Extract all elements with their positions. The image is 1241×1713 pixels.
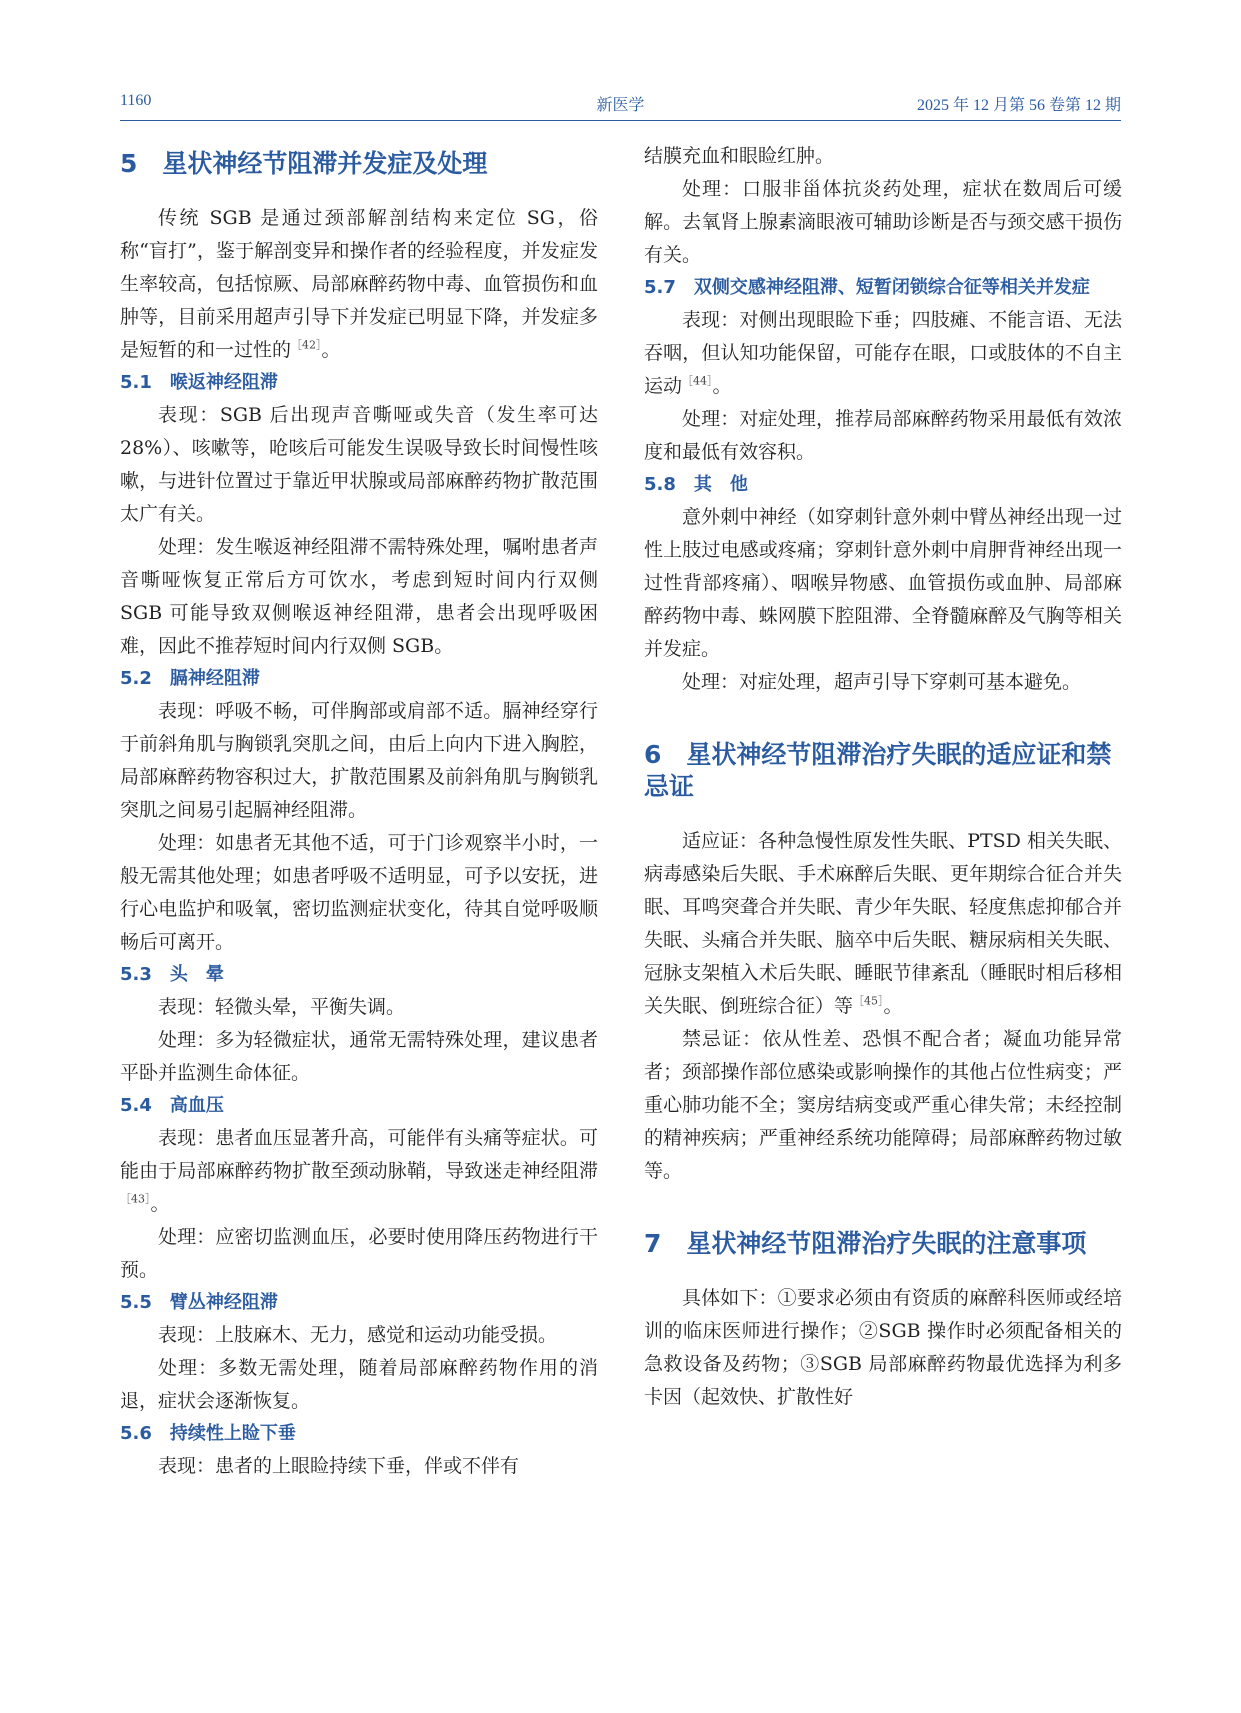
section-6-heading: 6 星状神经节阻滞治疗失眠的适应证和禁忌证	[644, 740, 1112, 801]
section-5-1-treatment: 处理：发生喉返神经阻滞不需特殊处理，嘱咐患者声音嘶哑恢复正常后方可饮水，考虑到短时间内行双侧 SGB 可能导致双侧喉返神经阻滞，患者会出现呼吸困难，因此不推荐短时间内行双侧 SGB。	[120, 536, 598, 657]
section-5-6-heading: 5.6 持续性上睑下垂	[120, 1423, 296, 1444]
left-column	[120, 140, 598, 1483]
section-6-indications: 适应证：各种急慢性原发性失眠、PTSD 相关失眠、病毒感染后失眠、手术麻醉后失眠、更年期综合征合并失眠、耳鸣突聋合并失眠、青少年失眠、轻度焦虑抑郁合并失眠、头痛合并失眠、脑卒中后失眠、糖尿病相关失眠、冠脉支架植入术后失眠、睡眠节律紊乱（睡眠时相后移相关失眠、倒班综合征）等$^{[45]}$。	[644, 830, 1122, 1017]
issue-info: 2025 年 12 月第 56 卷第 12 期	[916, 97, 1121, 114]
citation-43[interactable]: ［43］	[120, 1192, 151, 1206]
section-5-2-treatment: 处理：如患者无其他不适，可于门诊观察半小时，一般无需其他处理；如患者呼吸不适明显，可予以安抚，进行心电监护和吸氧，密切监测症状变化，待其自觉呼吸顺畅后可离开。	[120, 832, 598, 953]
citation-42[interactable]: ［42］	[291, 338, 322, 352]
section-5-5-symptom: 表现：上肢麻木、无力，感觉和运动功能受损。	[158, 1324, 558, 1346]
section-5-2-symptom: 表现：呼吸不畅，可伴胸部或肩部不适。膈神经穿行于前斜角肌与胸锁乳突肌之间，由后上向内下进入胸腔，局部麻醉药物容积过大，扩散范围累及前斜角肌与胸锁乳突肌之间易引起膈神经阻滞。	[120, 700, 598, 821]
citation-45[interactable]: ［45］	[853, 994, 884, 1008]
section-7-body: 具体如下：①要求必须由有资质的麻醉科医师或经培训的临床医师进行操作；②SGB 操作时必须配备相关的急救设备及药物；③SGB 局部麻醉药物最优选择为利多卡因（起效快、扩散性好	[644, 1287, 1122, 1408]
section-5-7-treatment: 处理：对症处理，推荐局部麻醉药物采用最低有效浓度和最低有效容积。	[644, 408, 1122, 463]
section-5-7-heading: 5.7 双侧交感神经阻滞、短暂闭锁综合征等相关并发症	[644, 277, 1090, 298]
section-6-contraindications: 禁忌证：依从性差、恐惧不配合者；凝血功能异常者；颈部操作部位感染或影响操作的其他占位性病变；严重心肺功能不全；窦房结病变或严重心律失常；未经控制的精神疾病；严重神经系统功能障碍；局部麻醉药物过敏等。	[644, 1028, 1122, 1182]
section-5-6-treatment: 处理：口服非甾体抗炎药处理，症状在数周后可缓解。去氧肾上腺素滴眼液可辅助诊断是否与颈交感干损伤有关。	[644, 178, 1122, 266]
page-number: 1160	[120, 92, 152, 109]
section-5-4-heading: 5.4 高血压	[120, 1095, 224, 1116]
section-5-heading: 5 星状神经节阻滞并发症及处理	[120, 149, 488, 178]
section-5-5-treatment: 处理：多数无需处理，随着局部麻醉药物作用的消退，症状会逐渐恢复。	[120, 1357, 598, 1412]
section-5-1-heading: 5.1 喉返神经阻滞	[120, 372, 278, 393]
section-5-5-heading: 5.5 臂丛神经阻滞	[120, 1292, 278, 1313]
section-5-6-symptom: 表现：患者的上眼睑持续下垂，伴或不伴有	[158, 1455, 520, 1477]
citation-44[interactable]: ［44］	[682, 374, 713, 388]
section-5-3-heading: 5.3 头 晕	[120, 964, 224, 985]
section-5-8-body: 意外刺中神经（如穿刺针意外刺中臂丛神经出现一过性上肢过电感或疼痛；穿刺针意外刺中肩胛背神经出现一过性背部疼痛）、咽喉异物感、血管损伤或血肿、局部麻醉药物中毒、蛛网膜下腔阻滞、全脊髓麻醉及气胸等相关并发症。	[644, 506, 1122, 660]
section-5-8-heading: 5.8 其 他	[644, 474, 748, 495]
section-5-4-treatment: 处理：应密切监测血压，必要时使用降压药物进行干预。	[120, 1226, 598, 1281]
section-5-1-symptom: 表现：SGB 后出现声音嘶哑或失音（发生率可达 28%）、咳嗽等，呛咳后可能发生误吸导致长时间慢性咳嗽，与进针位置过于靠近甲状腺或局部麻醉药物扩散范围太广有关。	[120, 404, 598, 525]
right-column	[644, 140, 1122, 1414]
section-5-3-symptom: 表现：轻微头晕，平衡失调。	[158, 996, 406, 1018]
section-5-3-treatment: 处理：多为轻微症状，通常无需特殊处理，建议患者平卧并监测生命体征。	[120, 1029, 598, 1084]
section-5-6-symptom-cont: 结膜充血和眼睑红肿。	[644, 145, 835, 167]
section-5-intro: 传统 SGB 是通过颈部解剖结构来定位 SG，俗称“盲打”，鉴于解剖变异和操作者的经验程度，并发症发生率较高，包括惊厥、局部麻醉药物中毒、血管损伤和血肿等，目前采用超声引导下并发症已明显下降，并发症多是短暂的和一过性的$^{[42]}$。	[120, 207, 598, 361]
section-5-4-symptom: 表现：患者血压显著升高，可能伴有头痛等症状。可能由于局部麻醉药物扩散至颈动脉鞘，导致迷走神经阻滞$^{[43]}$。	[120, 1127, 598, 1215]
header-rule	[120, 120, 1121, 121]
section-5-8-treatment: 处理：对症处理，超声引导下穿刺可基本避免。	[682, 671, 1082, 693]
section-7-heading: 7 星状神经节阻滞治疗失眠的注意事项	[644, 1229, 1087, 1258]
section-5-2-heading: 5.2 膈神经阻滞	[120, 668, 260, 689]
section-5-7-symptom: 表现：对侧出现眼睑下垂；四肢瘫、不能言语、无法吞咽，但认知功能保留，可能存在眼，口或肢体的不自主运动$^{[44]}$。	[644, 309, 1122, 397]
journal-name: 新医学	[596, 97, 645, 114]
